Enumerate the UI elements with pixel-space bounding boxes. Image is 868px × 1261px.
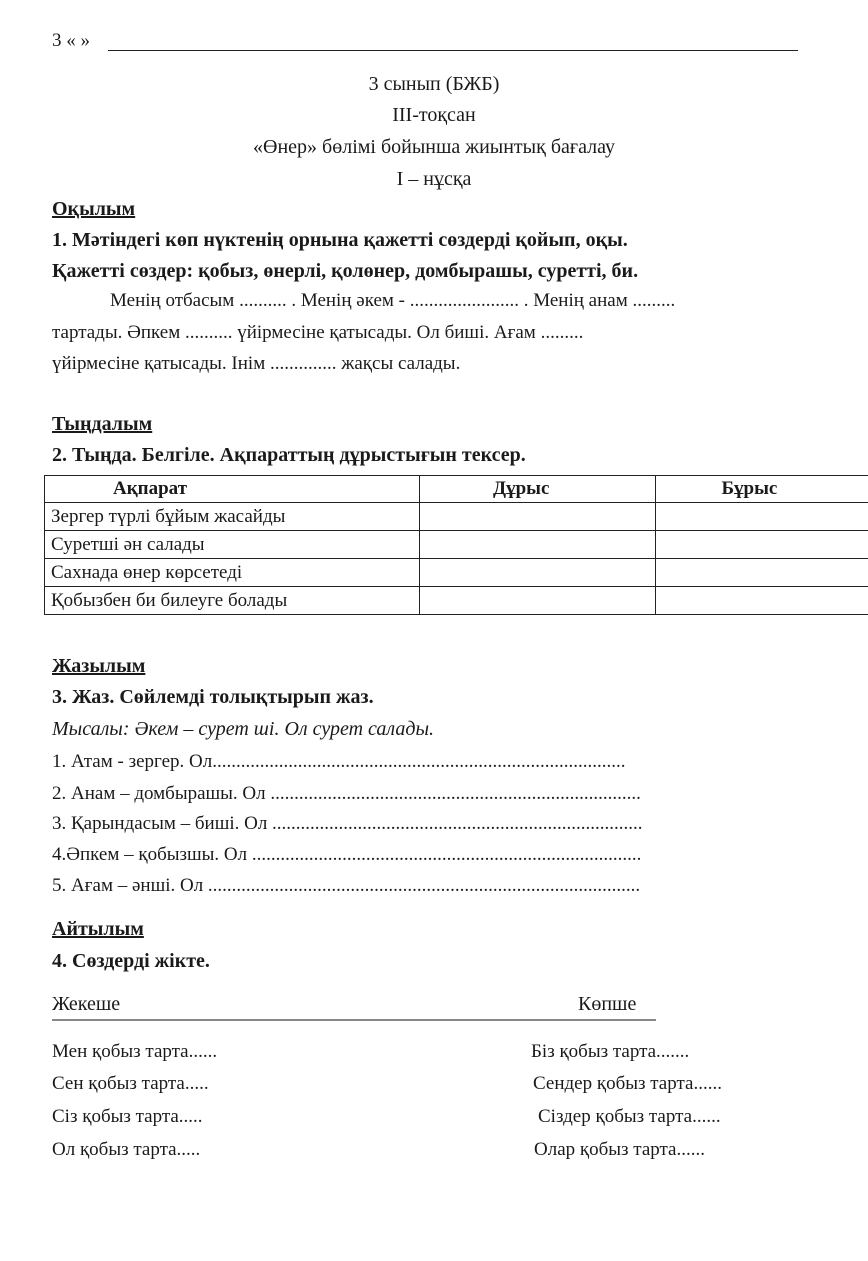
reading-words: Қажетті сөздер: қобыз, өнерлі, қолөнер, домбырашы, суретті, би. — [52, 260, 639, 282]
writing-item: 4.Әпкем – қобызшы. Ол .................................................................................. — [52, 844, 642, 865]
column-plural: Көпше — [578, 993, 637, 1015]
table-cell-wrong[interactable] — [656, 587, 868, 615]
table-cell-wrong[interactable] — [656, 531, 868, 559]
table-cell-statement: Зергер түрлі бұйым жасайды — [45, 503, 420, 531]
table-row — [45, 503, 868, 531]
columns-underline — [52, 1019, 656, 1021]
plural-item: Олар қобыз тарта...... — [534, 1139, 705, 1160]
reading-task: 1. Мәтіндегі көп нүктенің орнына қажетті сөздерді қойып, оқы. — [52, 229, 628, 251]
table-cell-statement: Сахнада өнер көрсетеді — [45, 559, 420, 587]
writing-item: 1. Атам - зергер. Ол....................................................................................... — [52, 751, 626, 772]
column-singular: Жекеше — [52, 993, 121, 1015]
table-cell-correct[interactable] — [420, 587, 656, 615]
reading-text-line1: Менің отбасым .......... . Менің әкем - ....................... . Менің анам ......... — [110, 290, 676, 311]
listening-table — [44, 475, 868, 615]
writing-heading: Жазылым — [52, 655, 146, 677]
date-underline — [108, 50, 798, 51]
listening-task: 2. Тыңда. Белгіле. Ақпараттың дұрыстығын тексер. — [52, 444, 526, 466]
singular-item: Сен қобыз тарта..... — [52, 1073, 209, 1094]
listening-heading: Тыңдалым — [52, 413, 153, 435]
table-row — [45, 587, 868, 615]
reading-text-line2: тартады. Әпкем .......... үйірмесіне қатысады. Ол биші. Ағам ......... — [52, 322, 584, 343]
singular-item: Мен қобыз тарта...... — [52, 1041, 218, 1062]
table-cell-wrong[interactable] — [656, 503, 868, 531]
table-cell-correct[interactable] — [420, 503, 656, 531]
writing-item: 5. Ағам – әнші. Ол ........................................................................................... — [52, 875, 641, 896]
table-cell-wrong[interactable] — [656, 559, 868, 587]
table-header-correct: Дұрыс — [420, 476, 656, 503]
table-cell-statement: Суретші ән салады — [45, 531, 420, 559]
table-cell-correct[interactable] — [420, 559, 656, 587]
reading-text-line3: үйірмесіне қатысады. Інім .............. жақсы салады. — [52, 353, 461, 374]
date-line: 3 « » — [52, 30, 90, 51]
singular-item: Сіз қобыз тарта..... — [52, 1106, 203, 1127]
plural-item: Сендер қобыз тарта...... — [533, 1073, 722, 1094]
speaking-task: 4. Сөздерді жікте. — [52, 950, 210, 972]
reading-heading: Оқылым — [52, 198, 136, 220]
title-variant: І – нұсқа — [396, 168, 472, 190]
table-header-row — [45, 476, 868, 503]
title-quarter: ІІІ-тоқсан — [392, 104, 476, 126]
writing-example: Мысалы: Әкем – сурет ші. Ол сурет салады. — [52, 718, 435, 740]
speaking-heading: Айтылым — [52, 918, 144, 940]
writing-item: 2. Анам – домбырашы. Ол .............................................................................. — [52, 783, 641, 804]
table-header-wrong: Бұрыс — [656, 476, 868, 503]
writing-task: 3. Жаз. Сөйлемді толықтырып жаз. — [52, 686, 374, 708]
singular-item: Ол қобыз тарта..... — [52, 1139, 201, 1160]
table-row — [45, 559, 868, 587]
plural-item: Сіздер қобыз тарта...... — [538, 1106, 721, 1127]
writing-item: 3. Қарындасым – биші. Ол .............................................................................. — [52, 813, 643, 834]
plural-item: Біз қобыз тарта....... — [531, 1041, 690, 1062]
table-cell-correct[interactable] — [420, 531, 656, 559]
table-header-info: Ақпарат — [45, 476, 420, 503]
table-row — [45, 531, 868, 559]
title-grade: 3 сынып (БЖБ) — [368, 73, 500, 95]
table-cell-statement: Қобызбен би билеуге болады — [45, 587, 420, 615]
title-assessment: «Өнер» бөлімі бойынша жиынтық бағалау — [253, 136, 615, 158]
